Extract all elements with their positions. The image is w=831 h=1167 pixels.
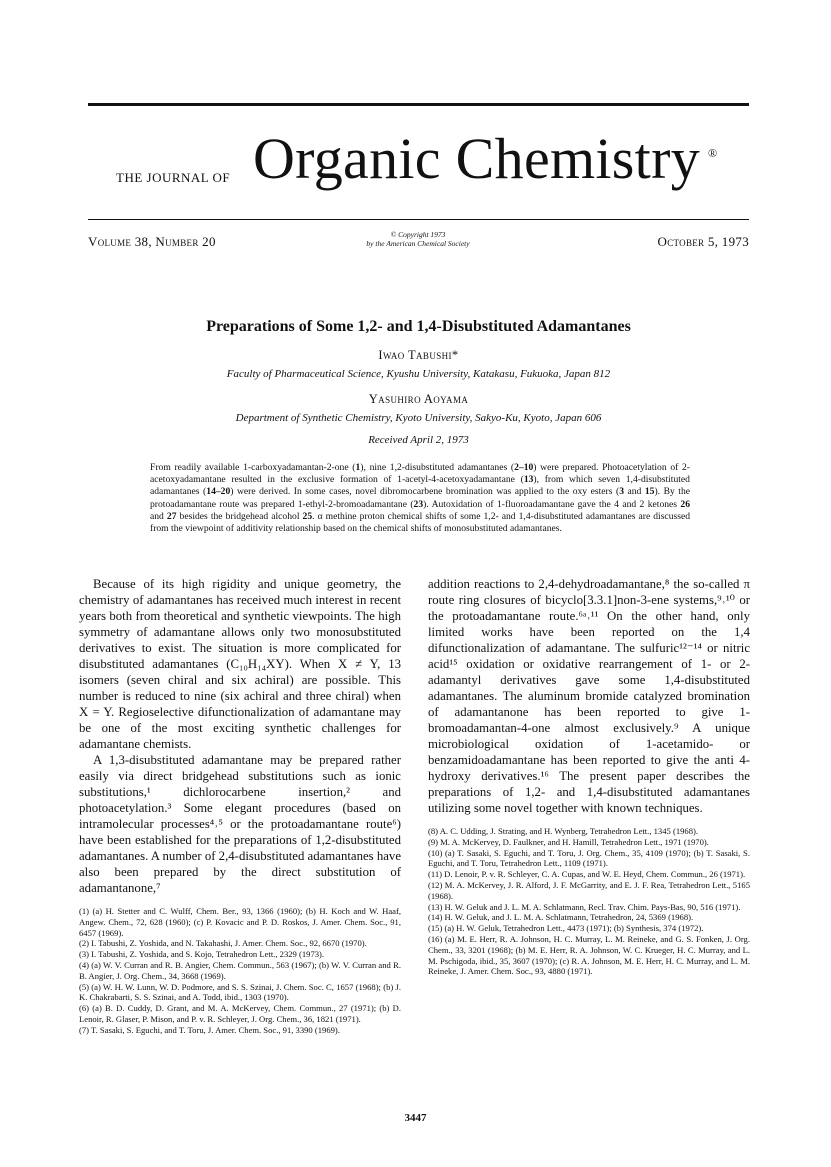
footnote: (6) (a) B. D. Cuddy, D. Grant, and M. A. McKervey, Chem. Commun., 27 (1971); (b) D. Lenoir, R. Glaser, P. Mison, and P. v. R. Schleyer, J. Org. Chem., 36, 1821 (1971).	[79, 1003, 401, 1024]
affiliation-1: Faculty of Pharmaceutical Science, Kyushu University, Katakasu, Fukuoka, Japan 812	[226, 368, 611, 380]
footnote: (15) (a) H. W. Geluk, Tetrahedron Lett., 4473 (1971); (b) Synthesis, 374 (1972).	[428, 923, 704, 934]
left-column	[79, 576, 401, 1036]
affiliation-2: Department of Synthetic Chemistry, Kyoto University, Sakyo-Ku, Kyoto, Japan 606	[235, 412, 602, 424]
copyright-line-1: © Copyright 1973	[390, 230, 446, 239]
copyright-notice	[338, 230, 498, 248]
article-title: Preparations of Some 1,2- and 1,4-Disubstituted Adamantanes	[206, 318, 631, 335]
footnote: (5) (a) W. H. W. Lunn, W. D. Podmore, and S. S. Szinai, J. Chem. Soc. C, 1657 (1968); (b) J. K. Chakrabarti, S. S. Szinai, and A. Todd, ibid., 1303 (1970).	[79, 981, 401, 1003]
author-2: Yasuhiro Aoyama	[368, 392, 469, 406]
right-body	[428, 576, 750, 816]
footnote: (12) M. A. McKervey, J. R. Alford, J. F. McGarrity, and E. J. F. Rea, Tetrahedron Lett., 5165 (1968).	[428, 879, 750, 901]
footnote: (8) A. C. Udding, J. Strating, and H. Wynberg, Tetrahedron Lett., 1345 (1968).	[428, 826, 699, 836]
issue-line	[88, 230, 749, 256]
masthead-rule	[88, 219, 749, 220]
footnote: (3) I. Tabushi, Z. Yoshida, and S. Kojo, Tetrahedron Lett., 2329 (1973).	[79, 949, 325, 960]
left-body	[79, 576, 401, 896]
footnote: (16) (a) M. E. Herr, R. A. Johnson, H. C. Murray, L. M. Reineke, and G. S. Fonken, J. Org. Chem., 33, 3201 (1968); (b) M. E. Herr, R. A. Johnson, W. C. Krueger, H. C. Murray, and L. M. Pschigoda, ibid., 35, 3607 (1970); (c) R. A. Johnson, M. E. Herr, H. C. Murray, and L. M. Reineke, J. Amer. Chem. Soc., 93, 4880 (1971).	[428, 933, 750, 977]
received-date: Received April 2, 1973	[368, 434, 469, 446]
right-column	[428, 576, 750, 977]
abstract: From readily available 1-carboxyadamantan-2-one (1), nine 1,2-disubstituted adamantanes (2–10) were prepared. Photoacetylation of 2-acetoxyadamantane resulted in the exclusive formation of 1-acetyl-4-acetoxyadamantane (13), from which seven 1,4-disubstituted adamantanes (14–20) were derived. In some cases, novel dibromocarbene bromination was applied to the oxy esters (3 and 15). By the protoadamantane route was prepared 1-ethyl-2-bromoadamantane (23). Autoxidation of 1-fluoroadamantane gave the 4 and 2 ketones 26 and 27 besides the bridgehead alcohol 25. α methine proton chemical shifts of some 1,2- and 1,4-disubstituted adamantanes are discussed from the viewpoint of additivity relationship based on the chemical shifts of monosubstituted adamantanes.	[150, 462, 691, 535]
footnote: (4) (a) W. V. Curran and R. B. Angier, Chem. Commun., 563 (1967); (b) W. V. Curran and R. B. Angier, J. Org. Chem., 34, 3668 (1969).	[79, 959, 401, 981]
top-rule	[88, 103, 749, 106]
issue-date: October 5, 1973	[657, 234, 749, 249]
right-footnotes	[428, 826, 750, 977]
copyright-line-2: by the American Chemical Society	[366, 239, 470, 248]
footnote: (7) T. Sasaki, S. Eguchi, and T. Toru, J. Amer. Chem. Soc., 91, 3390 (1969).	[79, 1024, 340, 1035]
author-1: Iwao Tabushi*	[378, 348, 459, 362]
registered-mark: ®	[708, 146, 718, 160]
body-paragraph: A 1,3-disubstituted adamantane may be prepared rather easily via direct bridgehead substitutions such as ionic substitutions,¹ dichlorocarbene insertion,² and photoacetylation.³ Some elegant procedures (based on intramolecular processes⁴˒⁵ or the protoadamantane route⁶) have been established for the preparations of 1,2-disubstituted adamantanes. A number of 2,4-disubstituted adamantanes have also been prepared by the direct substitution of adamantanone,⁷	[79, 753, 401, 895]
footnote: (1) (a) H. Stetter and C. Wulff, Chem. Ber., 93, 1366 (1960); (b) H. Koch and W. Haaf, Angew. Chem., 72, 628 (1960); (c) P. Kovacic and P. D. Roskos, J. Amer. Chem. Soc., 91, 6457 (1969).	[79, 906, 401, 938]
footnote: (14) H. W. Geluk, and J. L. M. A. Schlatmann, Tetrahedron, 24, 5369 (1968).	[428, 912, 694, 923]
journal-masthead	[88, 118, 749, 208]
page-number: 3447	[404, 1112, 427, 1124]
volume-number: Volume 38, Number 20	[88, 234, 216, 249]
footnote: (11) D. Lenoir, P. v. R. Schleyer, C. A. Cupas, and W. E. Heyd, Chem. Commun., 26 (1971).	[428, 869, 746, 880]
left-footnotes	[79, 906, 401, 1036]
body-paragraph: Because of its high rigidity and unique geometry, the chemistry of adamantanes has received much interest in recent years both from theoretical and synthetic viewpoints. The high symmetry of adamantane allows only two monosubstituted derivatives to exist. The situation is more complicated for disubstituted adamantanes (C₁₀H₁₄XY). When X ≠ Y, 13 isomers (seven chiral and six achiral) are possible. This number is reduced to nine (six achiral and three chiral) when X = Y. Regioselective difunctionalization of adamantane may be one of the most exciting synthetic challenges for adamantane chemists.	[79, 577, 401, 751]
masthead-prefix: THE JOURNAL OF	[116, 170, 231, 185]
body-paragraph: addition reactions to 2,4-dehydroadamantane,⁸ the so-called π route ring closures of bicyclo[3.3.1]non-3-ene systems,⁹˒¹⁰ or the protoadamantane route.⁶ᵃ˒¹¹ On the other hand, only limited works have been reported on the 1,4 difunctionalization of adamantane. The sulfuric¹²⁻¹⁴ or nitric acid¹⁵ oxidation or oxidative rearrangement of 1- or 2-adamantyl derivatives gave some 1,4-disubstituted adamantanes. The aluminum bromide catalyzed bromination of adamantanone has been reported to give 1-bromoadamantan-4-one almost exclusively.⁹ A unique microbiological oxidation of 1-acetamido- or benzamidoadamantane has been reported to give the anti 4-hydroxy derivatives.¹⁶ The present paper describes the preparations of 1,2- and 1,4-disubstituted adamantanes utilizing some novel together with known techniques.	[428, 577, 750, 815]
footnote: (2) I. Tabushi, Z. Yoshida, and N. Takahashi, J. Amer. Chem. Soc., 92, 6670 (1970).	[79, 938, 367, 949]
footnote: (9) M. A. McKervey, D. Faulkner, and H. Hamill, Tetrahedron Lett., 1971 (1970).	[428, 836, 709, 847]
journal-title: Organic Chemistry	[253, 126, 701, 191]
footnote: (13) H. W. Geluk and J. L. M. A. Schlatmann, Recl. Trav. Chim. Pays-Bas, 90, 516 (1971).	[428, 901, 741, 912]
footnote: (10) (a) T. Sasaki, S. Eguchi, and T. Toru, J. Org. Chem., 35, 4109 (1970); (b) T. Sasaki, S. Eguchi, and T. Toru, Tetrahedron Lett., 1109 (1971).	[428, 847, 750, 869]
